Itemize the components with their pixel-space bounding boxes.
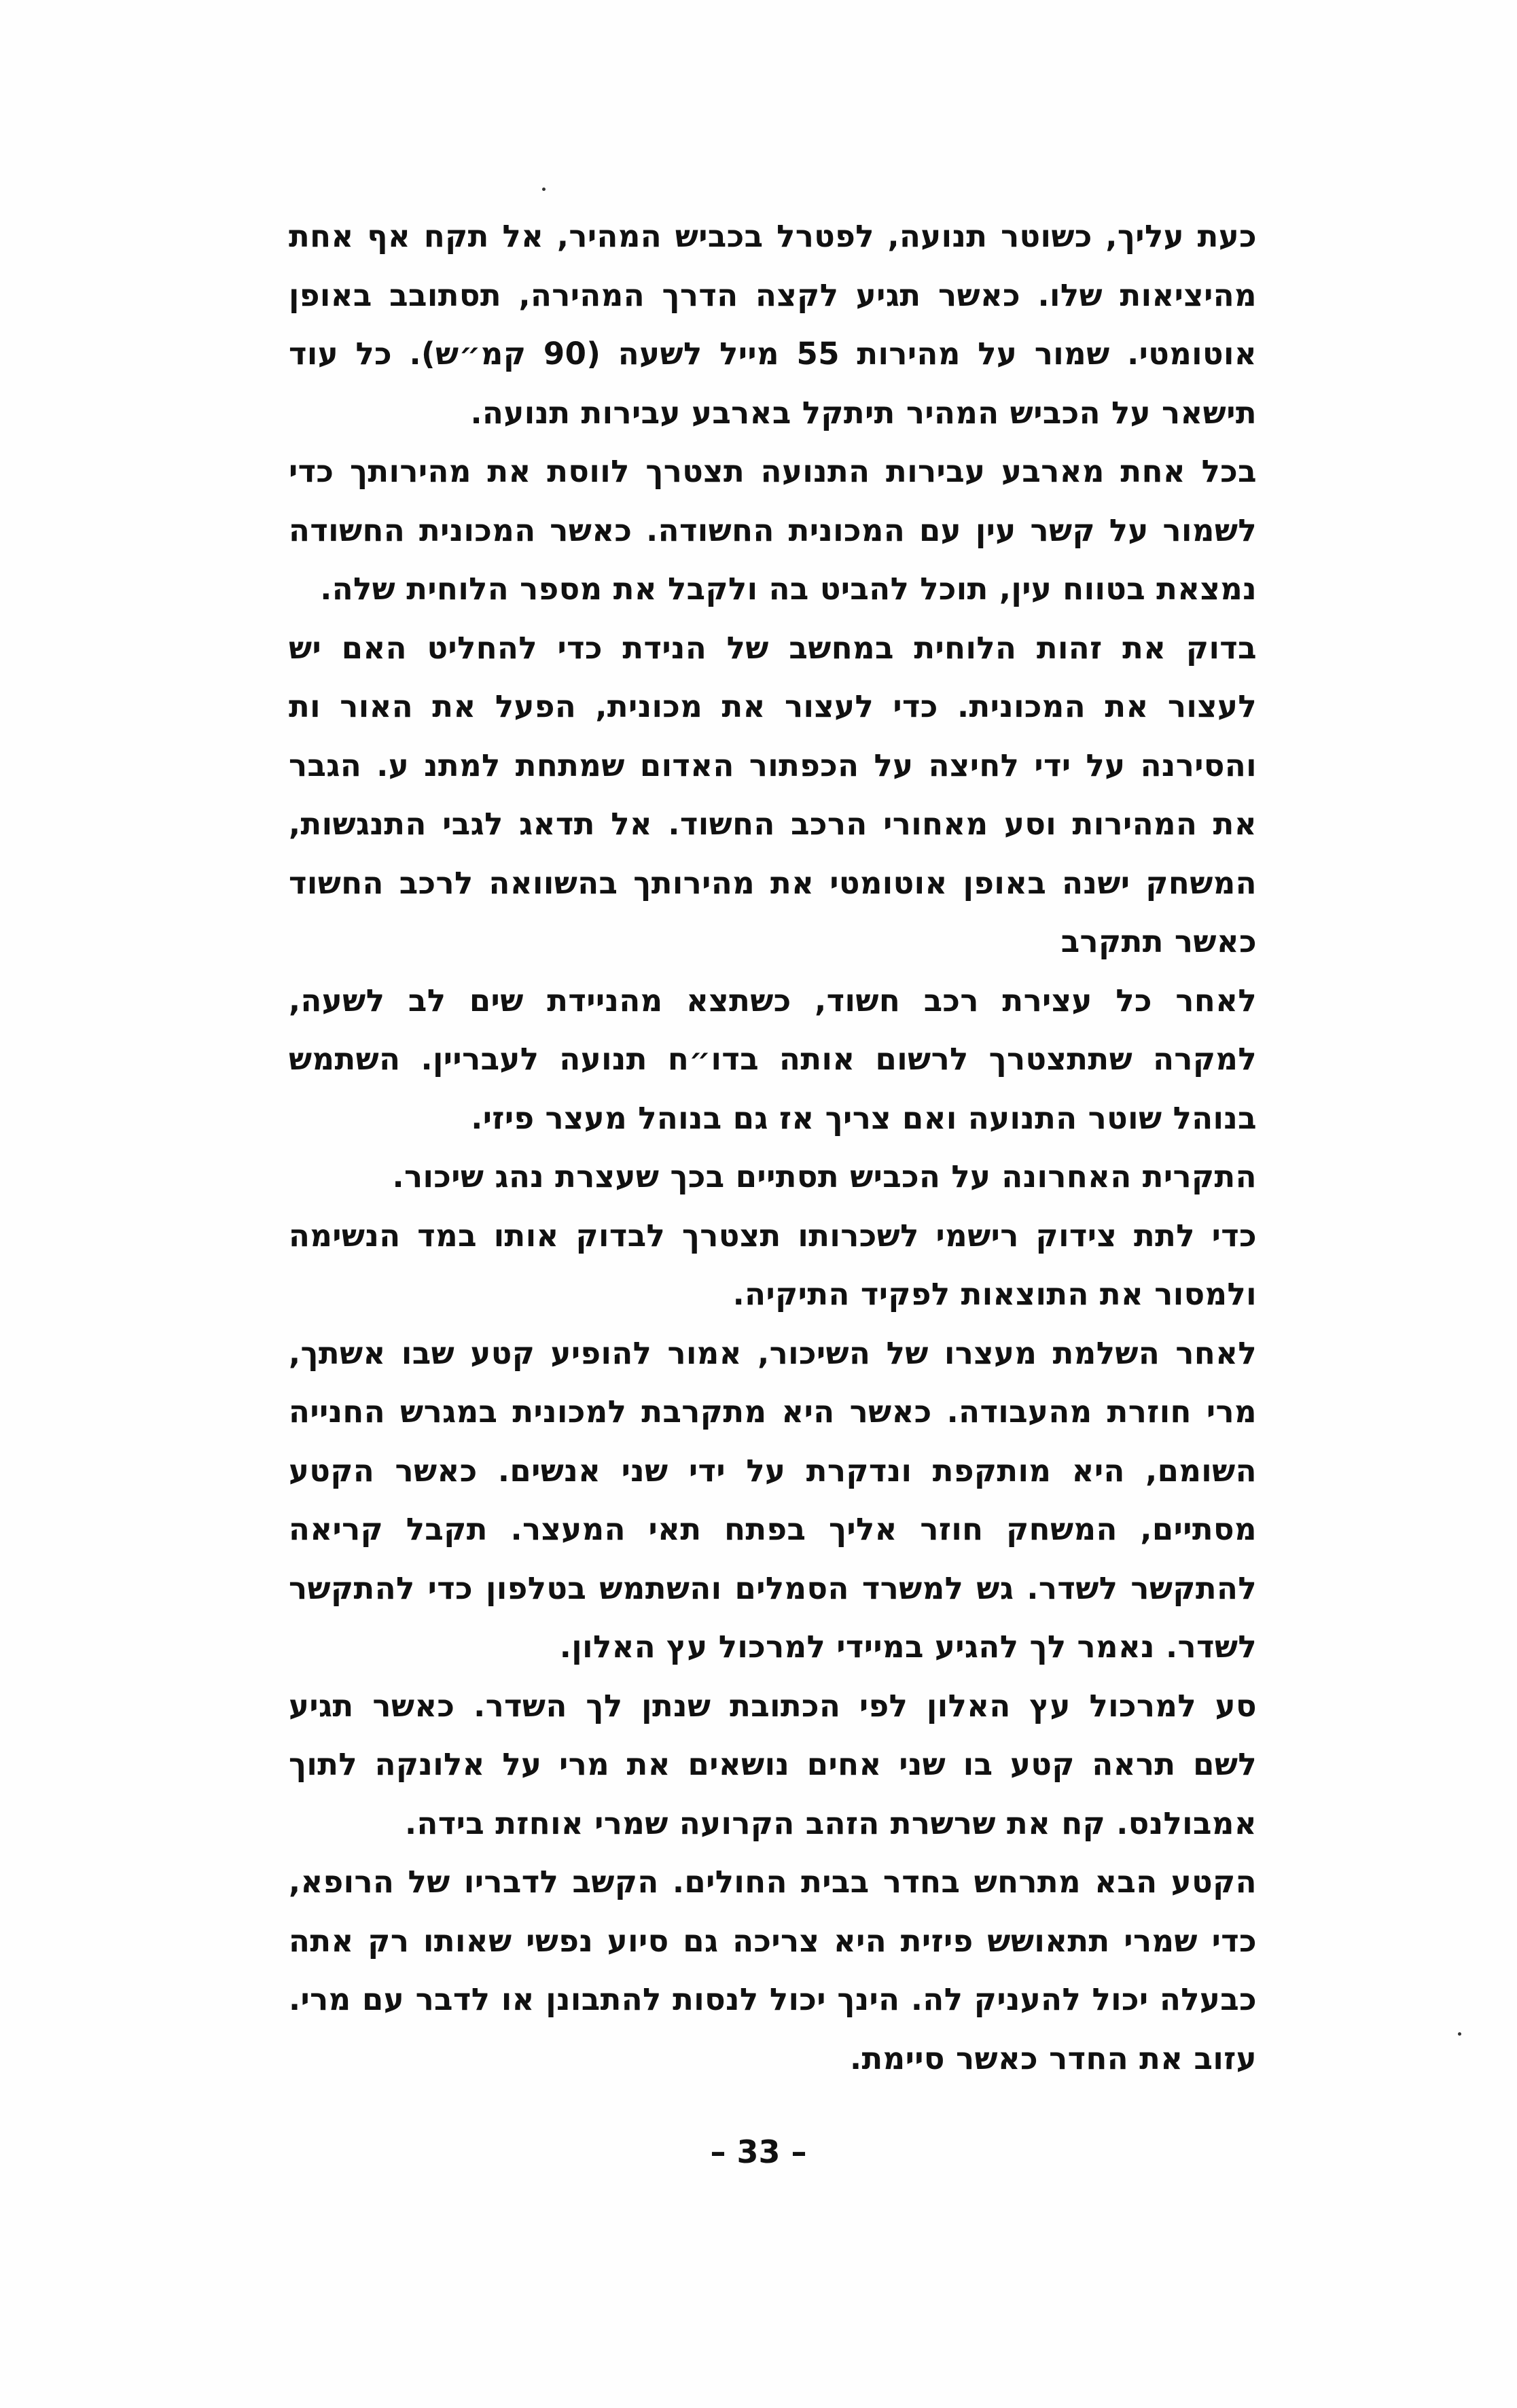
paragraph-oak-tree-market <box>289 1677 1257 1854</box>
text-line: אוטומטי. שמור על מהירות 55 מייל לשעה (90 קמ״ש). כל עוד <box>289 336 1257 372</box>
text-line: המשחק ישנה באופן אוטומטי את מהירותך בהשוואה לרכב החשוד <box>289 864 1257 901</box>
text-line: מסתיים, המשחק חוזר אליך בפתח תאי המעצר. תקבל קריאה <box>289 1511 1257 1547</box>
paragraph-plate-check <box>289 619 1257 972</box>
text-line: והסירנה על ידי לחיצה על הכפתור האדום שמתחת למתנ ע. הגבר <box>289 747 1257 783</box>
text-line: לשם תראה קטע בו שני אחים נושאים את מרי על אלונקה לתוך <box>289 1746 1257 1782</box>
text-line: כעת עליך, כשוטר תנועה, לפטרל בכביש המהיר, אל תקח אף אחת <box>289 218 1257 254</box>
page-number: – 33 – <box>710 2133 807 2170</box>
text-line: כבעלה יכול להעניק לה. הינך יכול לנסות להתבונן או לדבר עם מרי. <box>289 1981 1257 2017</box>
ink-speck <box>542 188 546 191</box>
text-line: לאחר השלמת מעצרו של השיכור, אמור להופיע קטע שבו אשתך, <box>289 1334 1257 1371</box>
text-line: אמבולנס. קח את שרשרת הזהב הקרועה שמרי אוחזת בידה. <box>404 1805 1257 1841</box>
text-line: מרי חוזרת מהעבודה. כאשר היא מתקרבת למכונית במגרש החנייה <box>289 1394 1257 1430</box>
text-line: את המהירות וסע מאחורי הרכב החשוד. אל תדאג לגבי התנגשות, <box>289 806 1257 842</box>
paragraph-mary-attack <box>289 1324 1257 1677</box>
paragraph-violations <box>289 442 1257 619</box>
paragraph-after-stop <box>289 972 1257 1148</box>
paragraph-last-incident <box>289 1148 1257 1207</box>
text-line: להתקשר לשדר. גש למשרד הסמלים והשתמש בטלפון כדי להתקשר <box>289 1570 1257 1606</box>
text-line: בכל אחת מארבע עבירות התנועה תצטרך לווסת את מהירותך כדי <box>289 453 1257 489</box>
text-line: לשדר. נאמר לך להגיע במיידי למרכול עץ האלון. <box>559 1629 1257 1665</box>
text-line: נמצאת בטווח עין, תוכל להביט בה ולקבל את מספר הלוחית שלה. <box>320 571 1257 607</box>
text-line: כדי שמרי תתאושש פיזית היא צריכה גם סיוע נפשי שאותו רק אתה <box>289 1922 1257 1959</box>
text-line: הקטע הבא מתרחש בחדר בבית החולים. הקשב לדבריו של הרופא, <box>289 1864 1257 1900</box>
text-line: עזוב את החדר כאשר סיימת. <box>850 2040 1257 2076</box>
text-line: מהיציאות שלו. כאשר תגיע לקצה הדרך המהירה, תסתובב באופן <box>289 277 1257 313</box>
text-line: התקרית האחרונה על הכביש תסתיים בכך שעצרת נהג שיכור. <box>392 1158 1257 1194</box>
text-line: כאשר תתקרב <box>1060 923 1257 959</box>
paragraph-patrol <box>289 207 1257 442</box>
paragraph-breathalyzer <box>289 1207 1257 1324</box>
ink-speck <box>1458 2032 1461 2036</box>
text-line: לעצור את המכונית. כדי לעצור את מכונית, הפעל את האור ות <box>289 688 1257 724</box>
text-line: בנוהל שוטר התנועה ואם צריך אז גם בנוהל מעצר פיזי. <box>471 1099 1257 1136</box>
text-line: לשמור על קשר עין עם המכונית החשודה. כאשר המכונית החשודה <box>289 512 1257 548</box>
text-line: ולמסור את התוצאות לפקיד התיקיה. <box>732 1276 1257 1312</box>
text-line: סע למרכול עץ האלון לפי הכתובת שנתן לך השדר. כאשר תגיע <box>289 1687 1257 1724</box>
text-line: תישאר על הכביש המהיר תיתקל בארבע עבירות תנועה. <box>470 394 1257 431</box>
body-text <box>289 207 1257 2088</box>
text-line: בדוק את זהות הלוחית במחשב של הנידת כדי להחליט האם יש <box>289 629 1257 666</box>
text-line: לאחר כל עצירת רכב חשוד, כשתצא מהניידת שים לב לשעה, <box>289 982 1257 1019</box>
text-line: השומם, היא מותקפת ונדקרת על ידי שני אנשים. כאשר הקטע <box>289 1452 1257 1489</box>
paragraph-hospital <box>289 1853 1257 2088</box>
text-line: כדי לתת צידוק רישמי לשכרותו תצטרך לבדוק אותו במד הנשימה <box>289 1217 1257 1254</box>
text-line: למקרה שתתצטרך לרשום אותה בדו״ח תנועה לעבריין. השתמש <box>289 1041 1257 1077</box>
